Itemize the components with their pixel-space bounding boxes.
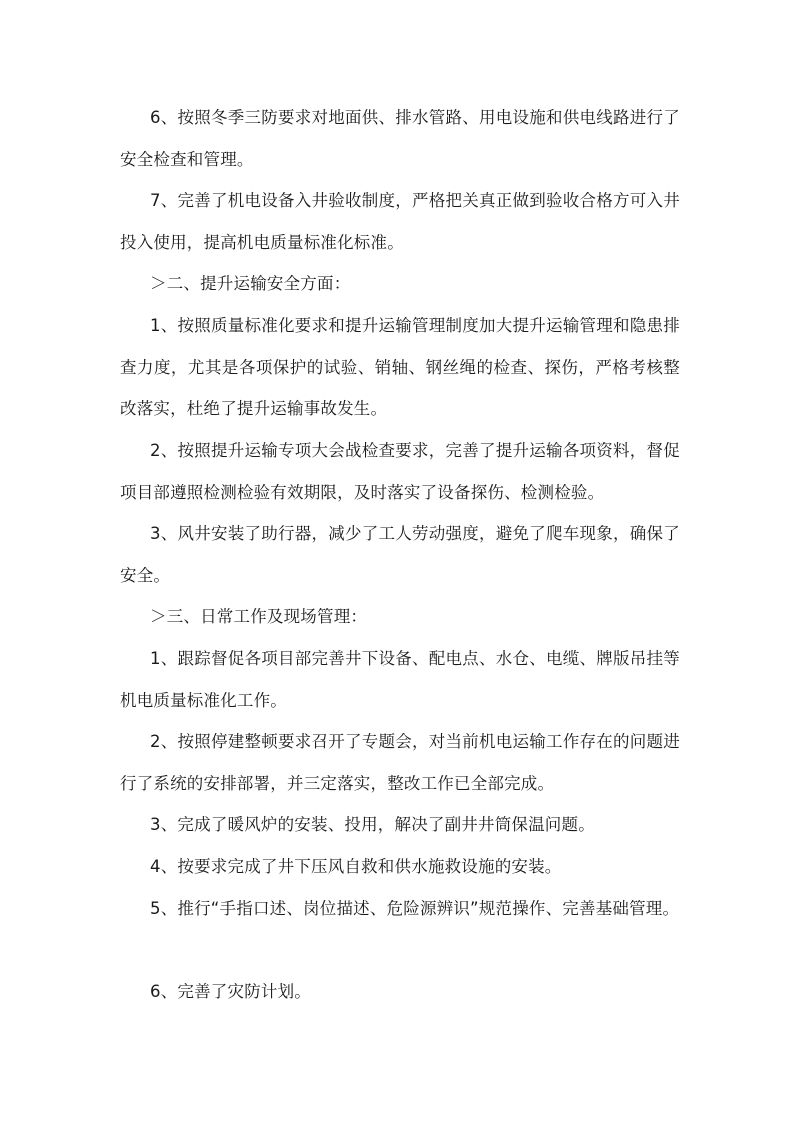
section-heading-2: ＞二、提升运输安全方面： [150, 274, 351, 293]
paragraph-4: 2、按照提升运输专项大会战检查要求，完善了提升运输各项资料，督促项目部遵照检测检验有效期限，及时落实了设备探伤、检测检验。 [120, 441, 680, 502]
paragraph-8: 3、完成了暖风炉的安装、投用，解决了副井井筒保温问题。 [150, 815, 595, 834]
paragraph-10: 5、推行“手指口述、岗位描述、危险源辨识”规范操作、完善基础管理。 [150, 899, 680, 918]
paragraph-9: 4、按要求完成了井下压风自救和供水施救设施的安装。 [150, 857, 562, 876]
paragraph-3: 1、按照质量标准化要求和提升运输管理制度加大提升运输管理和隐患排查力度，尤其是各项保护的试验、销轴、钢丝绳的检查、探伤，严格考核整改落实，杜绝了提升运输事故发生。 [120, 316, 680, 418]
paragraph-5: 3、风井安装了助行器，减少了工人劳动强度，避免了爬车现象，确保了安全。 [120, 524, 680, 585]
paragraph-1: 6、按照冬季三防要求对地面供、排水管路、用电设施和供电线路进行了安全检查和管理。 [120, 108, 680, 169]
paragraph-11: 6、完善了灾防计划。 [150, 982, 311, 1001]
paragraph-6: 1、跟踪督促各项目部完善井下设备、配电点、水仓、电缆、牌版吊挂等机电质量标准化工作。 [120, 649, 680, 710]
section-heading-3: ＞三、日常工作及现场管理： [150, 607, 368, 626]
paragraph-7: 2、按照停建整顿要求召开了专题会，对当前机电运输工作存在的问题进行了系统的安排部署，并三定落实，整改工作已全部完成。 [120, 732, 680, 793]
paragraph-2: 7、完善了机电设备入井验收制度，严格把关真正做到验收合格方可入井投入使用，提高机电质量标准化标准。 [120, 191, 680, 252]
